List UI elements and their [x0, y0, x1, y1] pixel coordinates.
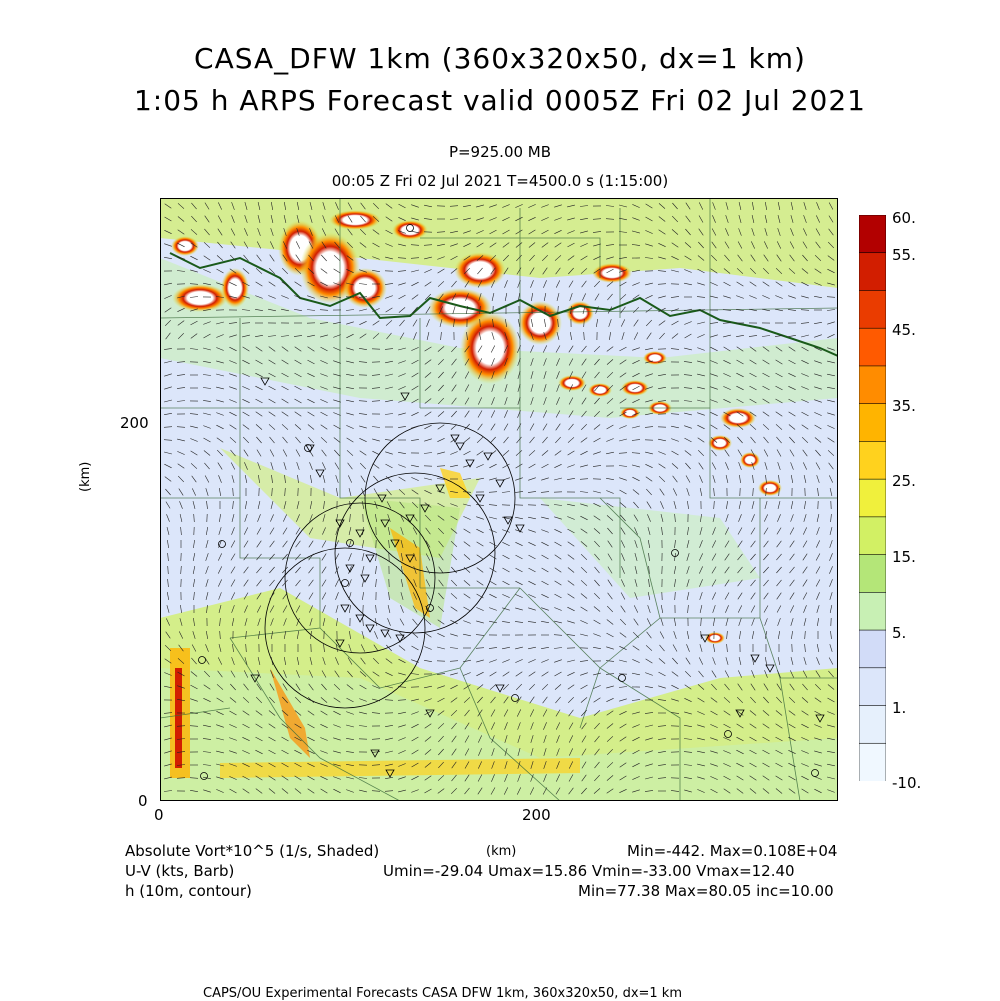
colorbar-label-minus10: -10. — [892, 774, 921, 792]
colorbar-label-35: 35. — [892, 397, 916, 415]
colorbar-segment — [859, 404, 886, 442]
forecast-valid-title: 1:05 h ARPS Forecast valid 0005Z Fri 02 Jul 2021 — [0, 84, 1000, 117]
colorbar-label-55: 55. — [892, 246, 916, 264]
colorbar-label-15: 15. — [892, 548, 916, 566]
colorbar-segment — [859, 630, 886, 668]
x-axis-label: (km) — [486, 844, 516, 859]
colorbar-segment — [859, 253, 886, 291]
legend-wind-stats: Umin=-29.04 Umax=15.86 Vmin=-33.00 Vmax=12.40 — [383, 862, 795, 880]
legend-vorticity-stats: Min=-442. Max=0.108E+04 — [627, 842, 837, 860]
x-tick-0: 0 — [154, 806, 164, 824]
colorbar-segment — [859, 743, 886, 781]
forecast-map — [160, 198, 838, 801]
colorbar-label-45: 45. — [892, 321, 916, 339]
pressure-level-label: P=925.00 MB — [0, 143, 1000, 161]
colorbar-label-1: 1. — [892, 699, 906, 717]
colorbar-segment — [859, 517, 886, 555]
colorbar-segment — [859, 592, 886, 630]
colorbar-segment — [859, 479, 886, 517]
footer-credit: CAPS/OU Experimental Forecasts CASA DFW 1km, 360x320x50, dx=1 km — [203, 986, 682, 1001]
colorbar-label-25: 25. — [892, 472, 916, 490]
y-tick-200: 200 — [120, 414, 149, 432]
x-tick-200: 200 — [522, 806, 551, 824]
colorbar-segment — [859, 215, 886, 253]
y-axis-label: (km) — [78, 462, 93, 492]
colorbar-segment — [859, 290, 886, 328]
colorbar-label-60: 60. — [892, 209, 916, 227]
legend-wind: U-V (kts, Barb) — [125, 862, 234, 880]
legend-height-stats: Min=77.38 Max=80.05 inc=10.00 — [578, 882, 834, 900]
colorbar-label-5: 5. — [892, 624, 906, 642]
time-label: 00:05 Z Fri 02 Jul 2021 T=4500.0 s (1:15:00) — [0, 172, 1000, 190]
colorbar-segment — [859, 366, 886, 404]
colorbar-segment — [859, 328, 886, 366]
colorbar-segment — [859, 441, 886, 479]
legend-vorticity: Absolute Vort*10^5 (1/s, Shaded) — [125, 842, 379, 860]
y-tick-0: 0 — [138, 792, 148, 810]
color-scale-bar — [859, 215, 886, 781]
colorbar-segment — [859, 668, 886, 706]
colorbar-segment — [859, 555, 886, 593]
legend-height: h (10m, contour) — [125, 882, 252, 900]
plot-title: CASA_DFW 1km (360x320x50, dx=1 km) — [0, 42, 1000, 75]
colorbar-segment — [859, 706, 886, 744]
